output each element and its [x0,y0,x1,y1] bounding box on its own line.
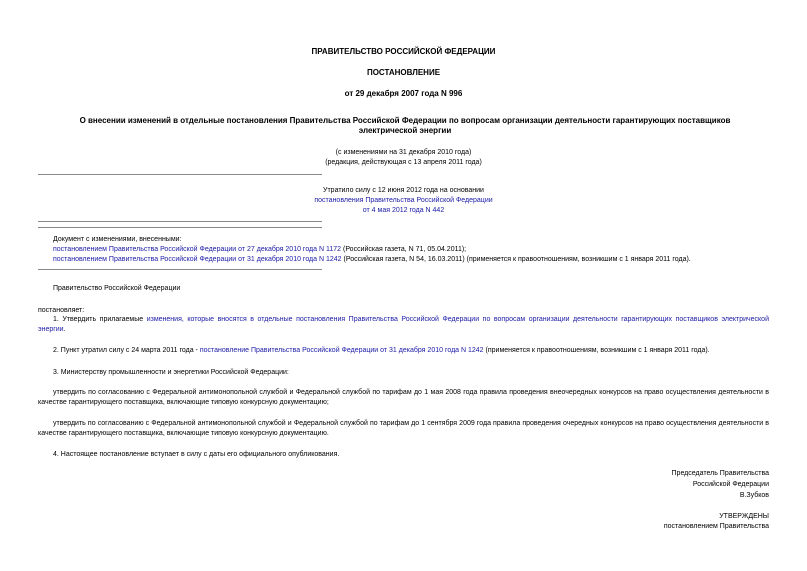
amendment-link-1242[interactable]: постановлением Правительства Российской Федерации от 31 декабря 2010 года N 1242 [53,256,342,263]
amendment-link-1172[interactable]: постановлением Правительства Российской Федерации от 27 декабря 2010 года N 1172 [53,246,342,253]
expiry-link-decree[interactable]: постановления Правительства Российской Федерации [314,197,493,204]
approved-heading: УТВЕРЖДЕНЫ [719,513,769,520]
amendments-intro: Документ с изменениями, внесенными: [53,236,182,243]
divider [38,269,322,270]
changes-link[interactable]: изменения, которые вносятся в отдельные постановления Правительства Российской Федерации по вопросам организации деятельности гарантирующих поставщиков электрической энергии [38,316,769,333]
paragraph-3b: утвердить по согласованию с Федеральной антимонопольной службой и Федеральной службой по тарифам до 1 сентября 2009 года правила проведения очередных конкурсов на право осуществления деятельности в качестве гарантирующего поставщика, включающие типовую конкурсную документацию. [38,420,769,437]
paragraph-4: 4. Настоящее постановление вступает в силу с даты его официального опубликования. [53,451,340,458]
approved-by: постановлением Правительства [663,523,769,530]
signature-title: Председатель Правительства [671,470,769,477]
changes-note: (с изменениями на 31 декабря 2010 года) [335,149,472,156]
amendment-source: (Российская газета, N 71, 05.04.2011); [341,246,467,253]
doc-type-heading: ПОСТАНОВЛЕНИЕ [366,68,441,77]
divider [38,227,322,228]
resolves-word: постановляет: [38,307,85,314]
paragraph-2: 2. Пункт утратил силу с 24 марта 2011 года - постановление Правительства Российской Федерации от 31 декабря 2010 года N 1242 (применяется к правоотношениям, возникшим с 1 января 2011 года). [53,347,710,354]
paragraph-3: 3. Министерству промышленности и энергетики Российской Федерации: [53,369,289,376]
signature-country: Российской Федерации [692,481,769,488]
expiry-line: Утратило силу с 12 июня 2012 года на основании [323,187,484,194]
divider [38,174,322,175]
date-number-heading: от 29 декабря 2007 года N 996 [344,89,463,98]
edition-note: (редакция, действующая с 13 апреля 2011 года) [325,159,482,166]
signature-name: В.Зубков [739,492,769,499]
government-heading: ПРАВИТЕЛЬСТВО РОССИЙСКОЙ ФЕДЕРАЦИИ [311,47,496,56]
paragraph-1: 1. Утвердить прилагаемые изменения, которые вносятся в отдельные постановления Правительства Российской Федерации по вопросам организации деятельности гарантирующих поставщиков электрической энергии. [38,316,769,333]
amendment-item [53,255,691,265]
expiry-link-date[interactable]: от 4 мая 2012 года N 442 [362,207,445,214]
decree-1242-link[interactable]: постановление Правительства Российской Федерации от 31 декабря 2010 года N 1242 [199,347,484,354]
document-title: О внесении изменений в отдельные постановления Правительства Российской Федерации по вопросам организации деятельности гарантирующих поставщиков электрической энергии [79,116,731,135]
divider [38,221,322,222]
paragraph-3a: утвердить по согласованию с Федеральной антимонопольной службой и Федеральной службой по тарифам до 1 мая 2008 года правила проведения внеочередных конкурсов на право осуществления деятельности в качестве гарантирующего поставщика, включающие типовую конкурсную документацию; [38,389,769,406]
government-subject: Правительство Российской Федерации [53,285,181,292]
amendment-source: (Российская газета, N 54, 16.03.2011) (применяется к правоотношениям, возникшим с 1 января 2011 года). [341,256,691,263]
amendment-item [53,245,466,255]
